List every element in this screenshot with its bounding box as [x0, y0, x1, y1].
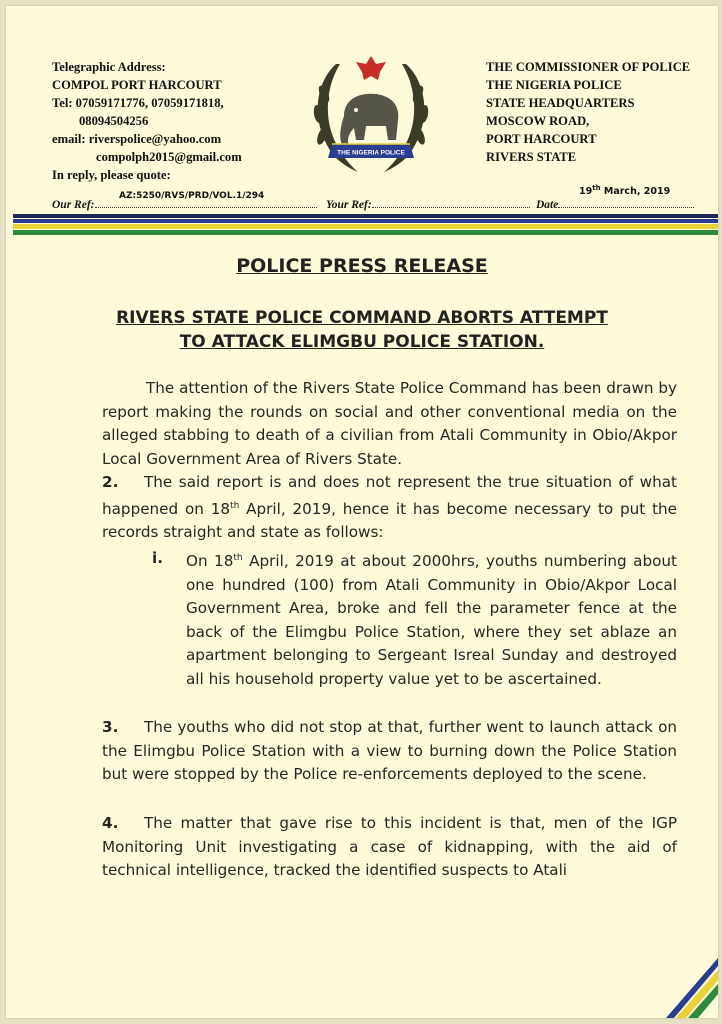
paragraph-2-text-a: The said report is and does not represent the true situation of what happened on 18: [102, 473, 677, 518]
list-item-text: [186, 547, 677, 691]
corner-stripes-icon: [666, 958, 718, 1018]
paragraph-4: [102, 812, 677, 883]
list-item-text-b: April, 2019 at about 2000hrs, youths numbering about one hundred (100) from Atali Community in Obio/Akpor Local Government Area, broke and fell the parameter fence at the back of the Elimgbu Police Station, where they set ablaze an apartment belonging to Sergeant Isreal Sunday and destroyed all his household property value yet to be ascertained.: [186, 552, 677, 688]
email-line-2: compolph2015@gmail.com: [96, 150, 242, 164]
press-release-title: POLICE PRESS RELEASE: [236, 255, 488, 277]
crest-ribbon-text: THE NIGERIA POLICE: [337, 149, 405, 157]
stripe-green: [13, 230, 718, 235]
paragraph-4-number: 4.: [102, 814, 119, 832]
date-label: Date: [536, 199, 559, 211]
paragraph-1: The attention of the Rivers State Police Command has been drawn by report making the rounds on social and other conventional media on the alleged stabbing to death of a civilian from Atali Community in Obio/Akpor Local Government Area of Rivers State.: [102, 379, 677, 468]
paragraph-2-text-b: April, 2019, hence it has become necessary to put the records straight and state as follows:: [102, 499, 677, 542]
reply-note: In reply, please quote:: [52, 168, 171, 182]
address-line-4: MOSCOW ROAD,: [486, 114, 590, 128]
header-contact-block: [52, 58, 312, 184]
stripe-blue: [13, 219, 718, 223]
address-line-6: RIVERS STATE: [486, 150, 577, 164]
reference-code: AZ:5250/RVS/PRD/VOL.1/294: [119, 191, 265, 201]
address-line-1: THE COMMISSIONER OF POLICE: [486, 60, 691, 74]
nigeria-police-crest-icon: [296, 44, 446, 182]
our-ref-dots: [95, 198, 317, 208]
list-item-sup: th: [233, 553, 243, 563]
paragraph-2: [102, 471, 677, 545]
telephone-line-2: 08094504256: [79, 114, 149, 128]
document-page: [6, 6, 718, 1018]
telegraphic-label: Telegraphic Address:: [52, 60, 166, 74]
date-suffix: th: [592, 184, 601, 192]
list-item-number: i.: [152, 549, 163, 567]
subtitle-line-1: RIVERS STATE POLICE COMMAND ABORTS ATTEMPT: [116, 308, 608, 328]
date-dots: [558, 198, 694, 208]
telephone-line: Tel: 07059171776, 07059171818,: [52, 96, 224, 110]
list-item-text-a: On 18: [186, 552, 234, 571]
date-field: [536, 198, 694, 211]
document-date: [579, 184, 670, 197]
paragraph-3-number: 3.: [102, 718, 119, 736]
header-address-block: [486, 58, 690, 166]
address-line-3: STATE HEADQUARTERS: [486, 96, 635, 110]
email-line: email: riverspolice@yahoo.com: [52, 132, 222, 146]
stripe-yellow: [13, 224, 718, 229]
paragraph-3: [102, 716, 677, 787]
paragraph-4-text: The matter that gave rise to this incident is that, men of the IGP Monitoring Unit investigating a case of kidnapping, with the aid of technical intelligence, tracked the identified suspects to Atali: [102, 814, 677, 879]
subtitle-line-2: TO ATTACK ELIMGBU POLICE STATION.: [179, 332, 545, 352]
list-item: [154, 547, 677, 691]
stripe-dark: [13, 214, 718, 218]
paragraph-2-sup: th: [230, 500, 240, 511]
date-month-year: March, 2019: [600, 186, 671, 198]
press-release-subtitle: [6, 306, 718, 354]
telegraphic-value: COMPOL PORT HARCOURT: [52, 78, 222, 92]
paragraph-2-number: 2.: [102, 473, 119, 491]
your-ref-dots: [372, 198, 530, 208]
your-ref-label: Your Ref:: [326, 199, 372, 211]
our-ref-field: [52, 198, 317, 211]
our-ref-label: Our Ref:: [52, 199, 95, 211]
address-line-2: THE NIGERIA POLICE: [486, 78, 622, 92]
date-day: 19: [579, 186, 593, 198]
address-line-5: PORT HARCOURT: [486, 132, 597, 146]
your-ref-field: [326, 198, 530, 211]
paragraph-3-text: The youths who did not stop at that, further went to launch attack on the Elimgbu Police Station with a view to burning down the Police Station but were stopped by the Police re-enforcements deployed to the scene.: [102, 718, 677, 783]
